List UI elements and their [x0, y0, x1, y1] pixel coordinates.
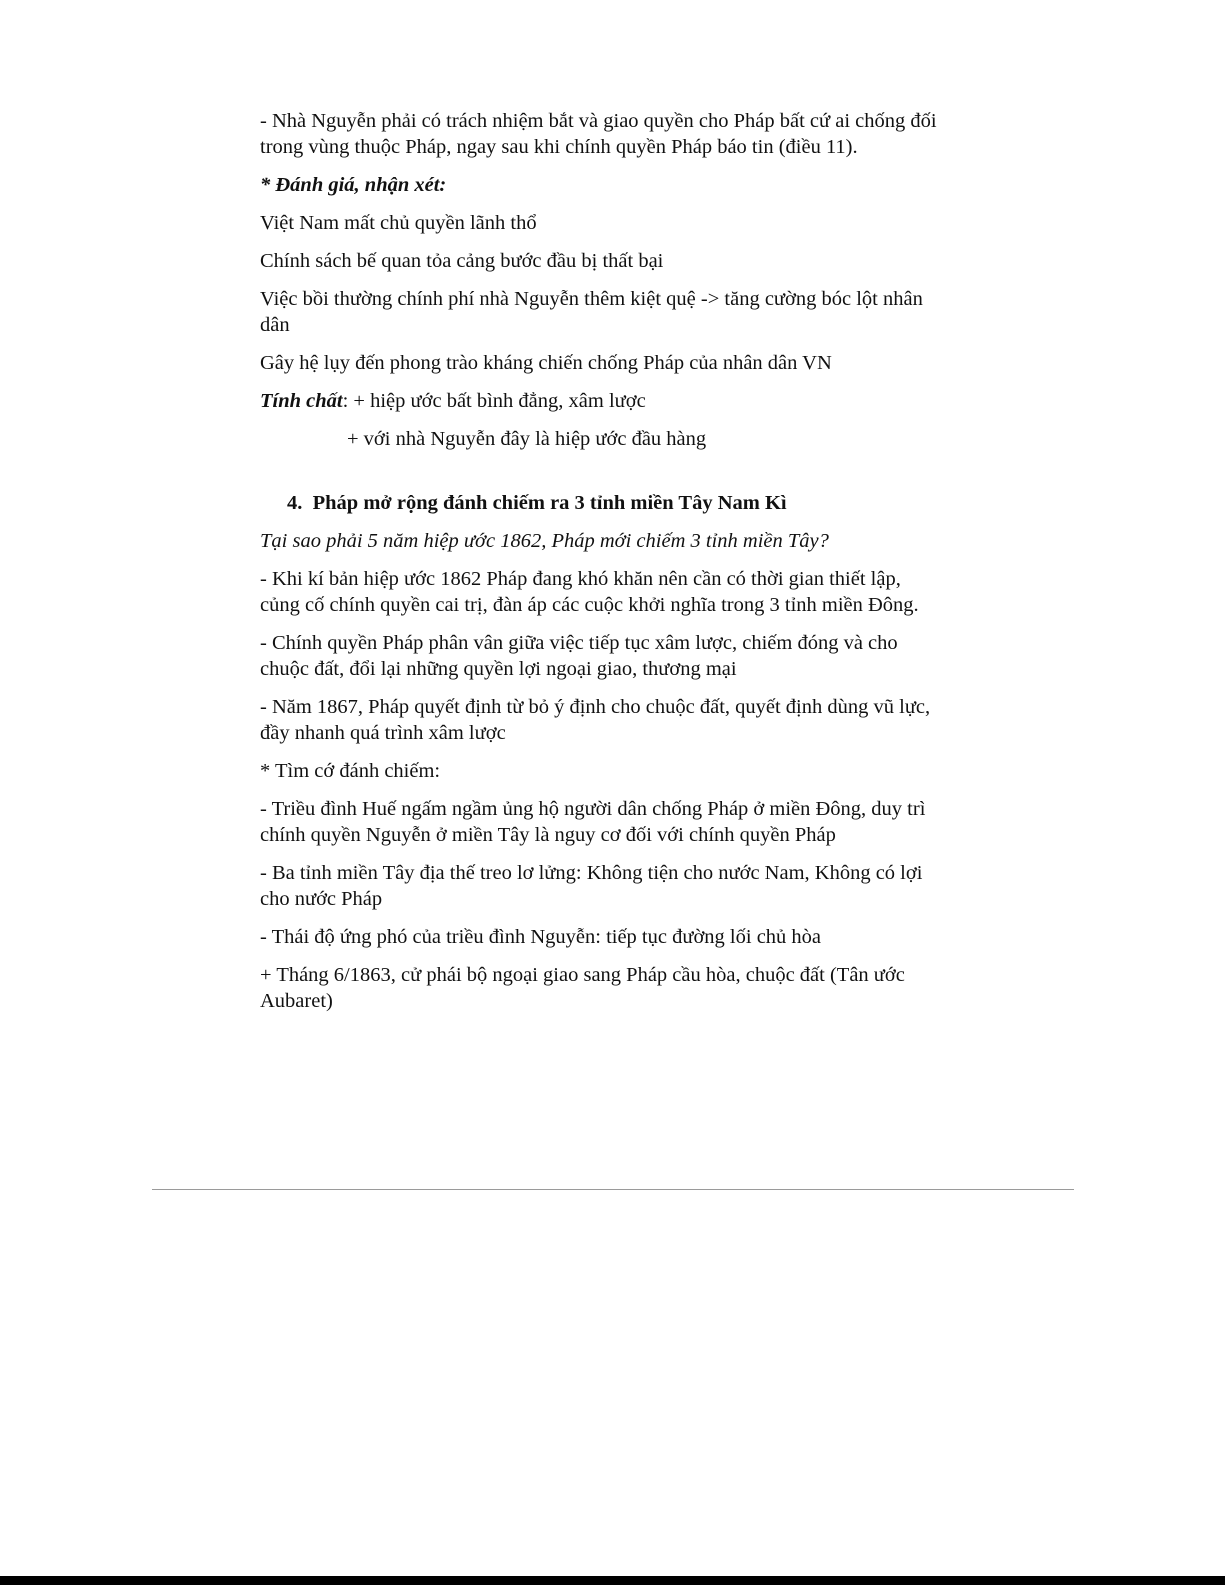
response-2-line-1: + Tháng 6/1863, cử phái bộ ngoại giao sang Pháp cầu hòa, chuộc đất (Tân ước: [260, 964, 905, 986]
pretext-heading: * Tìm cớ đánh chiếm:: [260, 760, 441, 782]
reason-1-line-1: - Khi kí bản hiệp ước 1862 Pháp đang khó khăn nên cần có thời gian thiết lập,: [260, 568, 901, 590]
pretext-1-line-2: chính quyền Nguyễn ở miền Tây là nguy cơ đối với chính quyền Pháp: [260, 824, 836, 846]
reason-1-line-2: củng cố chính quyền cai trị, đàn áp các cuộc khởi nghĩa trong 3 tỉnh miền Đông.: [260, 594, 919, 616]
nature-item-1: : + hiệp ước bất bình đẳng, xâm lược: [342, 390, 646, 412]
section-4-heading: [287, 490, 787, 516]
reason-3-line-1: - Năm 1867, Pháp quyết định từ bỏ ý định cho chuộc đất, quyết định dùng vũ lực,: [260, 696, 931, 718]
para-1-line-2: trong vùng thuộc Pháp, ngay sau khi chính quyền Pháp báo tin (điều 11).: [260, 136, 858, 158]
section-4-number: 4.: [287, 492, 303, 514]
pretext-1-line-1: - Triều đình Huế ngấm ngầm ủng hộ người dân chống Pháp ở miền Đông, duy trì: [260, 798, 926, 820]
question-line: Tại sao phải 5 năm hiệp ước 1862, Pháp mới chiếm 3 tỉnh miền Tây?: [260, 530, 829, 552]
reason-2-line-2: chuộc đất, đổi lại những quyền lợi ngoại giao, thương mại: [260, 658, 737, 680]
assessment-item-3-line-1: Việc bồi thường chính phí nhà Nguyễn thêm kiệt quệ -> tăng cường bóc lột nhân: [260, 288, 923, 310]
reason-2-line-1: - Chính quyền Pháp phân vân giữa việc tiếp tục xâm lược, chiếm đóng và cho: [260, 632, 898, 654]
assessment-heading: * Đánh giá, nhận xét:: [260, 174, 447, 196]
pretext-2-line-1: - Ba tỉnh miền Tây địa thế treo lơ lửng: Không tiện cho nước Nam, Không có lợi: [260, 862, 923, 884]
response-1: - Thái độ ứng phó của triều đình Nguyễn: tiếp tục đường lối chủ hòa: [260, 926, 822, 948]
assessment-item-1: Việt Nam mất chủ quyền lãnh thổ: [260, 212, 537, 234]
para-1-line-1: - Nhà Nguyễn phải có trách nhiệm bắt và giao quyền cho Pháp bất cứ ai chống đối: [260, 110, 937, 132]
bottom-edge-bar: [0, 1576, 1225, 1585]
assessment-item-4: Gây hệ lụy đến phong trào kháng chiến chống Pháp của nhân dân VN: [260, 352, 832, 374]
assessment-item-3-line-2: dân: [260, 314, 290, 336]
nature-item-2: + với nhà Nguyễn đây là hiệp ước đầu hàng: [347, 428, 707, 450]
assessment-item-2: Chính sách bế quan tỏa cảng bước đầu bị thất bại: [260, 250, 664, 272]
reason-3-line-2: đầy nhanh quá trình xâm lược: [260, 722, 506, 744]
response-2-line-2: Aubaret): [260, 990, 333, 1012]
nature-label: Tính chất: [260, 390, 343, 412]
section-4-title: Pháp mở rộng đánh chiếm ra 3 tỉnh miền Tây Nam Kì: [312, 492, 787, 514]
page-divider: [152, 1189, 1074, 1190]
nature-line-1: [260, 388, 646, 414]
pretext-2-line-2: cho nước Pháp: [260, 888, 383, 910]
